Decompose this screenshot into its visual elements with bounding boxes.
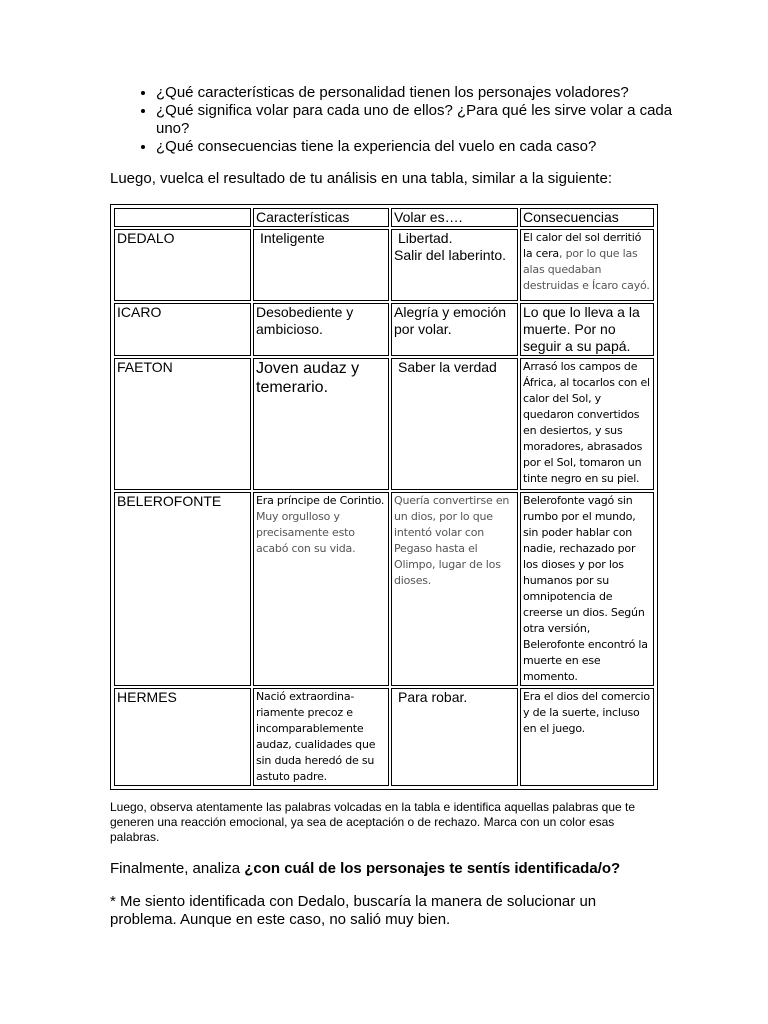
flying-means-cell [391, 358, 518, 490]
consequences-cell: Lo que lo lleva a la muerte. Por no seguir a su papá. [520, 303, 654, 356]
table-row-dedalo [114, 229, 654, 301]
question-item: • ¿Qué significa volar para cada uno de ellos? ¿Para qué les sirve volar a cada uno? [156, 102, 696, 138]
characteristics-text: Era príncipe de Corintio. [256, 494, 385, 507]
consequences-cell: Belerofonte vagó sin rumbo por el mundo, sin poder hablar con nadie, rechazado por los dioses y por los humanos por su omnipotencia de creerse un dios. Según otra versión, Belerofonte encontró la muerte en ese momento. [520, 492, 654, 686]
table-row-hermes [114, 688, 654, 786]
table-header-row [114, 208, 654, 227]
character-name: ICARO [114, 303, 251, 356]
flying-means-text: Saber la verdad [398, 359, 497, 375]
consequences-text: El calor del sol derritió la cera [523, 231, 642, 260]
character-name: DEDALO [114, 229, 251, 301]
header-consecuencias: Consecuencias [520, 208, 654, 227]
characteristics-text-gray: Muy orgulloso y precisamente esto acabó con su vida. [256, 510, 356, 555]
final-question: ¿con cuál de los personajes te sentís identificada/o? [244, 860, 621, 877]
final-prefix: Finalmente, analiza [110, 860, 245, 877]
characteristics-cell [253, 492, 389, 686]
question-list [130, 84, 696, 156]
header-caracteristicas: Características [253, 208, 389, 227]
consequences-cell: Arrasó los campos de África, al tocarlos con el calor del Sol, y quedaron convertidos en desiertos, y sus moradores, abrasados por el Sol, tomaron un tinte negro en su piel. [520, 358, 654, 490]
character-table [110, 204, 658, 790]
character-name: FAETON [114, 358, 251, 490]
flying-means-cell [391, 688, 518, 786]
character-name: BELEROFONTE [114, 492, 251, 686]
header-cell-empty [114, 208, 251, 227]
consequences-text-continued: , por lo que las alas quedaban destruidas e Ícaro cayó. [523, 247, 650, 292]
answer-paragraph: * Me siento identificada con Dedalo, buscaría la manera de solucionar un problema. Aunque en este caso, no salió muy bien. [110, 893, 597, 928]
consequences-cell: Era el dios del comercio y de la suerte, incluso en el juego. [520, 688, 654, 786]
flying-means-text: Para robar. [398, 689, 468, 705]
character-name: HERMES [114, 688, 251, 786]
characteristics-cell: Desobediente y ambicioso. [253, 303, 389, 356]
table-row-faeton [114, 358, 654, 490]
intro-paragraph: Luego, vuelca el resultado de tu análisis en una tabla, similar a la siguiente: [110, 170, 612, 187]
table-row-belerofonte [114, 492, 654, 686]
characteristics-cell: Joven audaz y temerario. [253, 358, 389, 490]
flying-means-cell [391, 229, 518, 301]
flying-means-cell: Alegría y emoción por volar. [391, 303, 518, 356]
question-item: • ¿Qué consecuencias tiene la experiencia del vuelo en cada caso? [156, 138, 696, 156]
consequences-cell [520, 229, 654, 301]
instruction-paragraph: Luego, observa atentamente las palabras volcadas en la tabla e identifica aquellas palabras que te generen una reacción emocional, ya sea de aceptación o de rechazo. Marca con un color esas palabras. [110, 800, 636, 844]
question-item: • ¿Qué características de personalidad tienen los personajes voladores? [156, 84, 696, 102]
characteristics-cell: Nació extraordina-riamente precoz e incomparablemente audaz, cualidades que sin duda heredó de su astuto padre. [253, 688, 389, 786]
flying-means-line: Salir del laberinto. [394, 247, 507, 263]
characteristics-text: Inteligente [260, 230, 325, 246]
final-question-paragraph [110, 860, 670, 878]
characteristics-cell [253, 229, 389, 301]
flying-means-cell: Quería convertirse en un dios, por lo que intentó volar con Pegaso hasta el Olimpo, lugar de los dioses. [391, 492, 518, 686]
header-volar-es: Volar es…. [391, 208, 518, 227]
table-row-icaro [114, 303, 654, 356]
flying-means-line: Libertad. [398, 230, 453, 246]
